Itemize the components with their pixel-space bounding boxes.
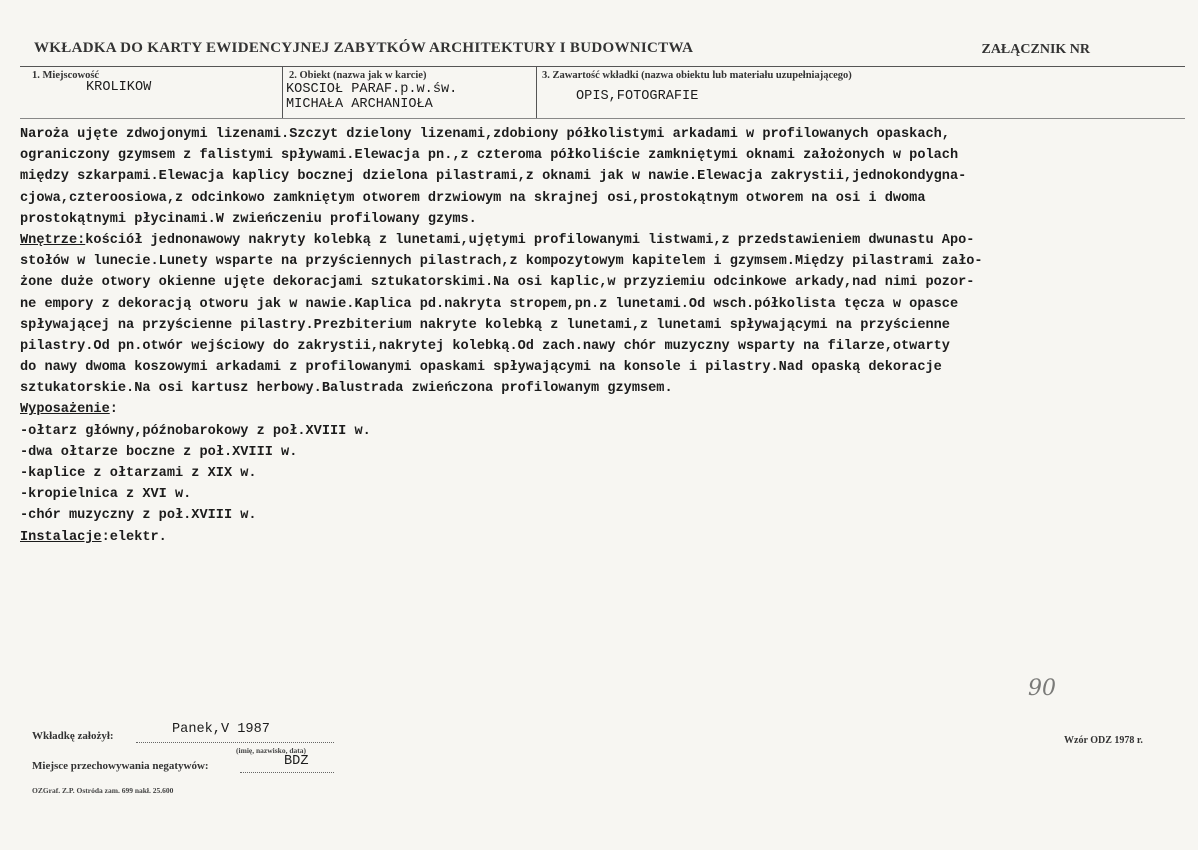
locality-label: 1. Miejscowość — [32, 70, 100, 81]
body-line: ograniczony gzymsem z falistymi spływami.Elewacja pn.,z czteroma półkoliście zamkniętymi oknami założonych w polach — [20, 148, 959, 164]
equipment-item: -kaplice z ołtarzami z XIX w. — [20, 466, 257, 481]
interior-line-first — [20, 230, 1185, 251]
body-line: cjowa,czteroosiowa,z odcinkowo zamkniętym otworem drzwiowym na skrajnej osi,prostokątnym otworem na osi i dwoma — [20, 190, 926, 206]
content-value: OPIS,FOTOGRAFIE — [576, 89, 699, 104]
equipment-item: -dwa ołtarze boczne z poł.XVIII w. — [20, 444, 298, 460]
storage-dotline — [240, 772, 334, 773]
header-divider-top — [20, 66, 1185, 67]
body-line: Naroża ujęte zdwojonymi lizenami.Szczyt dzielony lizenami,zdobiony półkolistymi arkadami w profilowanych opaskach, — [20, 127, 950, 142]
equipment-item: -chór muzyczny z poł.XVIII w. — [20, 508, 257, 524]
interior-line: stołów w lunecie.Lunety wsparte na przyściennych pilastrach,z kompozytowym kapitelem i gzymsem.Między pilastrami zało- — [20, 254, 983, 270]
equipment-item: -kropielnica z XVI w. — [20, 487, 192, 503]
interior-line: pilastry.Od pn.otwór wejściowy do zakrystii,nakrytej kolebką.Od zach.nawy chór muzyczny wsparty na filarze,otwarty — [20, 338, 950, 354]
field-divider-1 — [282, 66, 283, 118]
prepared-label: Wkładkę założył: — [32, 730, 114, 742]
interior-line: do nawy dwoma koszowymi arkadami z profilowanymi opaskami spływającymi na konsole i pilastry.Nad opaską dekoracje — [20, 360, 942, 376]
interior-heading: Wnętrze: — [20, 232, 86, 248]
equipment-colon: : — [109, 402, 118, 418]
annex-label: ZAŁĄCZNIK NR — [981, 42, 1090, 57]
body-line: prostokątnymi płycinami.W zwieńczeniu profilowany gzyms. — [20, 211, 477, 227]
header-divider-bottom — [20, 118, 1185, 119]
interior-line: sztukatorskie.Na osi kartusz herbowy.Balustrada zwieńczona profilowanym gzymsem. — [20, 381, 673, 397]
object-value-line2: MICHAŁA ARCHANIOŁA — [286, 97, 433, 112]
print-info: OZGraf. Z.P. Ostróda zam. 699 nakł. 25.600 — [32, 786, 174, 795]
handwritten-number: 90 — [1028, 676, 1056, 701]
equipment-item: -ołtarz główny,późnobarokowy z poł.XVIII w. — [20, 423, 371, 439]
installations-heading: Instalacje — [20, 529, 102, 545]
object-value-line1: KOSCIOŁ PARAF.p.w.św. — [286, 82, 458, 97]
locality-value: KROLIKOW — [86, 80, 152, 95]
prepared-value: Panek,V 1987 — [172, 722, 270, 737]
interior-line: żone duże otwory okienne ujęte dekoracjami sztukatorskimi.Na osi kaplic,w przyziemiu odcinkowe arkady,nad nimi pozor- — [20, 275, 975, 291]
storage-value: BDZ — [284, 754, 309, 769]
object-label: 2. Obiekt (nazwa jak w karcie) — [289, 70, 427, 81]
interior-text: kościół jednonawowy nakryty kolebką z lunetami,ujętymi profilowanymi listwami,z przedstawieniem dwunastu Apo- — [85, 232, 975, 248]
content-label: 3. Zawartość wkładki (nazwa obiektu lub materiału uzupełniającego) — [542, 70, 852, 81]
interior-line: spływającej na przyścienne pilastry.Prezbiterium nakryte kolebką z lunetami,z lunetami spływającymi na przyścienne — [20, 317, 950, 333]
prepared-hint: (imię, nazwisko, data) — [236, 746, 306, 755]
installations-value: :elektr. — [101, 529, 167, 545]
equipment-heading: Wyposażenie — [20, 402, 110, 418]
interior-line: ne empory z dekoracją otworu jak w nawie.Kaplica pd.nakryta stropem,pn.z lunetami.Od wsch.półkolista tęcza w opasce — [20, 296, 959, 312]
template-info: Wzór ODZ 1978 r. — [1064, 735, 1143, 746]
prepared-dotline — [136, 742, 334, 743]
equipment-heading-line — [20, 399, 1185, 420]
installations-line — [20, 527, 1185, 548]
field-divider-2 — [536, 66, 537, 118]
description-body — [20, 124, 1185, 548]
card-title: WKŁADKA DO KARTY EWIDENCYJNEJ ZABYTKÓW ARCHITEKTURY I BUDOWNICTWA — [34, 40, 694, 56]
body-line: między szkarpami.Elewacja kaplicy bocznej dzielona pilastrami,z oknami jak w nawie.Elewacja zakrystii,jednokondygna- — [20, 169, 967, 185]
storage-label: Miejsce przechowywania negatywów: — [32, 760, 209, 772]
